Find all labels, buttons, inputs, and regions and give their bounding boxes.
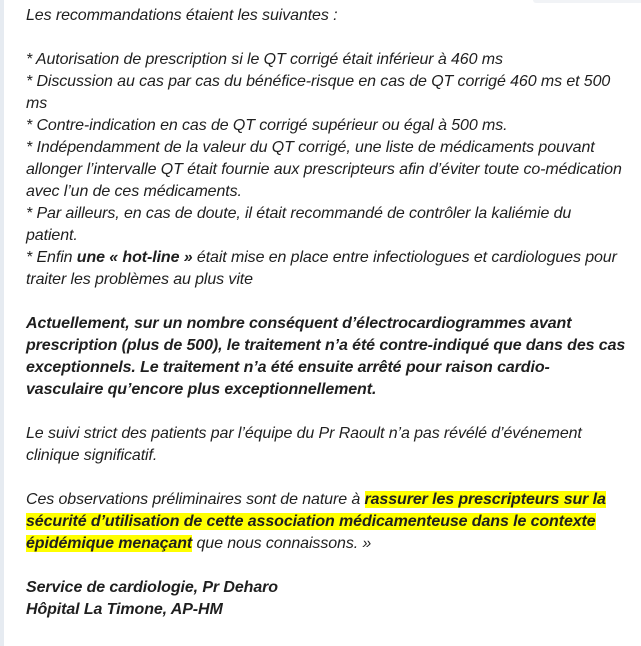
- conclusion-prefix: Ces observations préliminaires sont de nature à: [26, 491, 365, 508]
- signature-hospital: [26, 599, 626, 621]
- spacer: [26, 555, 626, 577]
- rule-qt-500-contraindication: * Contre-indication en cas de QT corrigé supérieur ou égal à 500 ms.: [26, 117, 508, 134]
- intro-text: Les recommandations étaient les suivantes :: [26, 7, 338, 24]
- current-paragraph-bold: Actuellement, sur un nombre conséquent d’électrocardiogrammes avant prescription (plus de 500), le traitement n’a été contre-indiqué que dans des cas exceptionnels. Le traitement n’a été ensuite arrêté pour raison cardio-vasculaire qu’encore plus exceptionnellement.: [26, 315, 626, 398]
- rule-kaliemia: * Par ailleurs, en cas de doute, il était recommandé de contrôler la kaliémie du patient.: [26, 205, 572, 244]
- hotline-bold: une « hot-line »: [76, 249, 193, 266]
- signature-service: [26, 577, 626, 599]
- conclusion-paragraph: [26, 489, 626, 555]
- spacer: [26, 291, 626, 313]
- blockquote-left-rule: [0, 0, 4, 646]
- conclusion-suffix: que nous connaissons. »: [192, 535, 372, 552]
- rule-qt-460-500: * Discussion au cas par cas du bénéfice-risque en cas de QT corrigé 460 ms et 500 ms: [26, 73, 611, 112]
- blockquote: [26, 5, 626, 621]
- signature-hospital-bold: Hôpital La Timone, AP-HM: [26, 601, 223, 618]
- spacer: [26, 467, 626, 489]
- signature-service-bold: Service de cardiologie, Pr Deharo: [26, 579, 278, 596]
- rule-hotline-suffix: était mise en place entre infectiologues et cardiologues pour traiter les problèmes au plus vite: [26, 249, 617, 288]
- follow-up-paragraph: Le suivi strict des patients par l’équipe du Pr Raoult n’a pas révélé d’événement clinique significatif.: [26, 425, 582, 464]
- rule-qt-under-460: * Autorisation de prescription si le QT corrigé était inférieur à 460 ms: [26, 51, 503, 68]
- rule-drug-list: * Indépendamment de la valeur du QT corrigé, une liste de médicaments pouvant allonger l’intervalle QT était fournie aux prescripteurs afin d’éviter toute co-médication avec l’un de ces médicaments.: [26, 139, 622, 200]
- conclusion-highlight: rassurer les prescripteurs sur la sécurité d’utilisation de cette association médicamenteuse dans le contexte épidémique menaçant: [26, 491, 606, 552]
- spacer: [26, 401, 626, 423]
- top-right-panel-edge: [533, 0, 641, 3]
- current-paragraph: [26, 313, 626, 401]
- spacer: [26, 27, 626, 49]
- rule-hotline: [26, 247, 626, 291]
- rule-hotline-prefix: * Enfin: [26, 249, 77, 266]
